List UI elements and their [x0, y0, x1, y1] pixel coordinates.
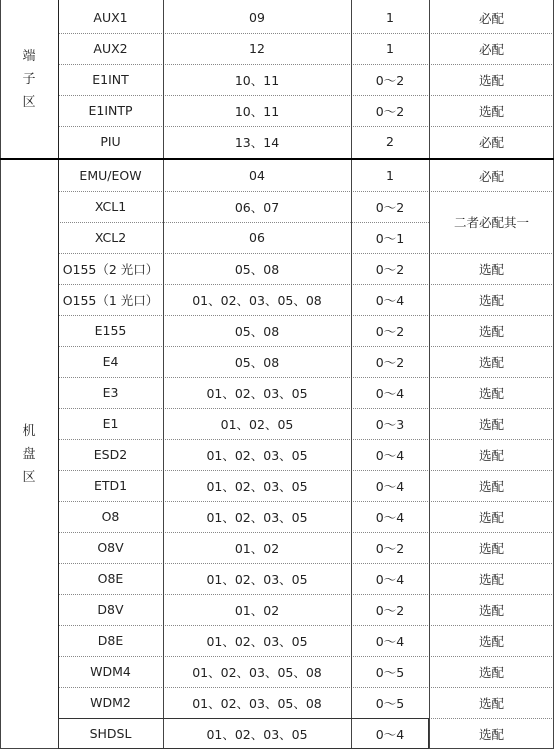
quantity-cell: 0～1 — [375, 230, 405, 246]
slot-cell: 01、02、03、05 — [206, 509, 308, 525]
section-label-char: 子 — [22, 72, 36, 87]
quantity-cell: 0～4 — [375, 633, 405, 649]
column-divider — [351, 0, 352, 749]
quantity-cell: 1 — [386, 41, 394, 56]
quantity-cell: 0～4 — [375, 385, 405, 401]
slot-cell: 01、02 — [234, 540, 280, 556]
board-name-cell: XCL2 — [94, 230, 127, 245]
board-name-cell: D8V — [97, 602, 124, 617]
slot-cell: 10、11 — [234, 72, 280, 88]
quantity-cell: 0～2 — [375, 602, 405, 618]
quantity-cell: 2 — [386, 134, 394, 149]
board-name-cell: E4 — [102, 354, 119, 369]
requirement-cell: 选配 — [478, 323, 504, 339]
slot-cell: 01、02、03、05 — [206, 726, 308, 742]
slot-cell: 01、02、03、05 — [206, 385, 308, 401]
requirement-cell: 选配 — [478, 695, 504, 711]
requirement-cell: 选配 — [478, 447, 504, 463]
board-name-cell: XCL1 — [94, 199, 127, 214]
requirement-cell: 选配 — [478, 416, 504, 432]
quantity-cell: 0～2 — [375, 540, 405, 556]
slot-cell: 01、02、03、05 — [206, 478, 308, 494]
slot-cell: 13、14 — [234, 134, 280, 150]
slot-cell: 12 — [249, 41, 265, 56]
requirement-cell: 选配 — [478, 103, 504, 119]
board-name-cell: O155（1 光口） — [62, 292, 159, 308]
section-label-char: 端 — [22, 49, 36, 64]
section-label-char: 区 — [22, 470, 36, 485]
board-name-cell: E1INTP — [88, 103, 133, 118]
slot-cell: 01、02、05 — [220, 416, 294, 432]
merged-requirement-cell: 二者必配其一 — [453, 215, 529, 230]
quantity-cell: 0～4 — [375, 571, 405, 587]
requirement-cell: 必配 — [478, 168, 504, 184]
board-name-cell: E1 — [102, 416, 119, 431]
slot-cell: 01、02、03、05、08 — [192, 664, 322, 680]
slot-cell: 01、02、03、05 — [206, 571, 308, 587]
board-name-cell: O155（2 光口） — [62, 261, 159, 277]
quantity-cell: 0～5 — [375, 695, 405, 711]
board-name-cell: O8V — [97, 540, 124, 555]
slot-cell: 01、02、03、05、08 — [192, 292, 322, 308]
quantity-cell: 0～2 — [375, 72, 405, 88]
requirement-cell: 选配 — [478, 385, 504, 401]
board-name-cell: E155 — [94, 323, 127, 338]
requirement-cell: 选配 — [478, 664, 504, 680]
requirement-cell: 选配 — [478, 633, 504, 649]
board-name-cell: PIU — [100, 134, 121, 149]
slot-cell: 10、11 — [234, 103, 280, 119]
board-name-cell: ESD2 — [93, 447, 128, 462]
quantity-cell: 0～2 — [375, 323, 405, 339]
quantity-cell: 1 — [386, 168, 394, 183]
board-name-cell: WDM4 — [90, 664, 131, 679]
board-name-cell: O8 — [101, 509, 120, 524]
requirement-cell: 选配 — [478, 571, 504, 587]
last-row-outline — [58, 718, 429, 749]
board-name-cell: SHDSL — [89, 726, 132, 741]
slot-cell: 01、02、03、05、08 — [192, 695, 322, 711]
requirement-cell: 选配 — [478, 540, 504, 556]
board-name-cell: E1INT — [92, 72, 129, 87]
column-divider — [429, 0, 430, 749]
board-name-cell: ETD1 — [93, 478, 128, 493]
column-divider — [58, 0, 59, 749]
quantity-cell: 0～2 — [375, 103, 405, 119]
board-name-cell: AUX2 — [93, 41, 128, 56]
board-name-cell: O8E — [97, 571, 124, 586]
section-label — [0, 2, 58, 157]
quantity-cell: 0～4 — [375, 726, 405, 742]
slot-cell: 04 — [249, 168, 265, 183]
column-divider — [163, 0, 164, 749]
board-name-cell: AUX1 — [93, 10, 128, 25]
slot-cell: 01、02、03、05 — [206, 447, 308, 463]
quantity-cell: 0～3 — [375, 416, 405, 432]
requirement-cell: 选配 — [478, 72, 504, 88]
requirement-cell: 必配 — [478, 134, 504, 150]
slot-cell: 06、07 — [234, 199, 280, 215]
left-border — [0, 0, 1, 749]
requirement-cell: 选配 — [478, 726, 504, 742]
requirement-cell: 必配 — [478, 41, 504, 57]
section-label-char: 盘 — [22, 447, 36, 462]
quantity-cell: 0～4 — [375, 509, 405, 525]
requirement-cell: 选配 — [478, 354, 504, 370]
section-divider — [0, 158, 554, 160]
slot-cell: 06 — [249, 230, 265, 245]
slot-cell: 05、08 — [234, 354, 280, 370]
quantity-cell: 0～2 — [375, 261, 405, 277]
quantity-cell: 0～5 — [375, 664, 405, 680]
requirement-cell: 选配 — [478, 261, 504, 277]
slot-cell: 01、02、03、05 — [206, 633, 308, 649]
slot-cell: 01、02 — [234, 602, 280, 618]
board-name-cell: EMU/EOW — [79, 168, 142, 183]
requirement-cell: 选配 — [478, 602, 504, 618]
slot-cell: 09 — [249, 10, 265, 25]
slot-cell: 05、08 — [234, 261, 280, 277]
section-label-char: 机 — [22, 424, 36, 439]
quantity-cell: 0～2 — [375, 354, 405, 370]
section-label — [0, 160, 58, 749]
quantity-cell: 0～2 — [375, 199, 405, 215]
board-name-cell: D8E — [97, 633, 124, 648]
requirement-cell: 选配 — [478, 478, 504, 494]
quantity-cell: 0～4 — [375, 478, 405, 494]
section-label-char: 区 — [22, 95, 36, 110]
board-name-cell: E3 — [102, 385, 119, 400]
quantity-cell: 0～4 — [375, 447, 405, 463]
board-name-cell: WDM2 — [90, 695, 131, 710]
requirement-cell: 选配 — [478, 292, 504, 308]
quantity-cell: 0～4 — [375, 292, 405, 308]
slot-cell: 05、08 — [234, 323, 280, 339]
quantity-cell: 1 — [386, 10, 394, 25]
requirement-cell: 必配 — [478, 10, 504, 26]
requirement-cell: 选配 — [478, 509, 504, 525]
